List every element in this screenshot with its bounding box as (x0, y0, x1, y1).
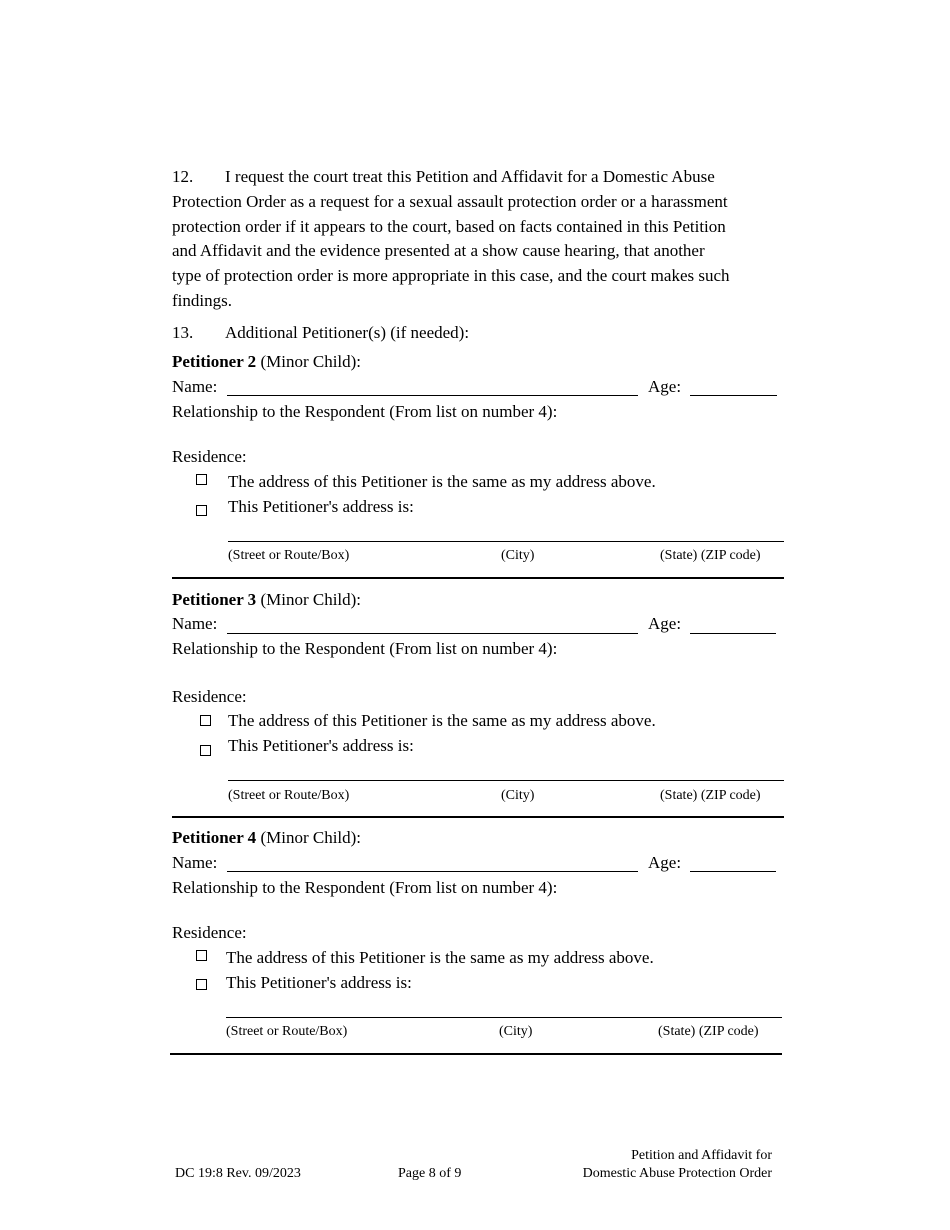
address-field[interactable] (226, 1017, 782, 1018)
other-address-checkbox[interactable] (200, 745, 211, 756)
age-field[interactable] (690, 395, 777, 396)
residence-label: Residence: (172, 923, 247, 942)
street-caption: (Street or Route/Box) (228, 548, 350, 563)
same-address-checkbox[interactable] (196, 950, 207, 961)
petitioner-heading: Petitioner 2 (Minor Child): (172, 352, 362, 371)
other-address-checkbox[interactable] (196, 505, 207, 516)
paragraph-number: 12. (172, 167, 194, 186)
street-caption: (Street or Route/Box) (226, 1024, 348, 1039)
paragraph-line: findings. (172, 290, 232, 310)
footer-title-line-2: Domestic Abuse Protection Order (582, 1166, 772, 1181)
name-field[interactable] (227, 395, 638, 396)
paragraph-line: Protection Order as a request for a sexual assault protection order or a harassment (172, 191, 728, 211)
paragraph-text: Additional Petitioner(s) (if needed): (225, 323, 470, 342)
footer-title-line-1: Petition and Affidavit for (631, 1148, 772, 1163)
age-field[interactable] (690, 871, 776, 872)
city-caption: (City) (501, 788, 535, 803)
address-field[interactable] (228, 541, 784, 542)
same-address-label: The address of this Petitioner is the same as my address above. (228, 711, 656, 730)
state-zip-caption: (State) (ZIP code) (660, 788, 761, 803)
same-address-label: The address of this Petitioner is the same as my address above. (226, 948, 654, 967)
address-field[interactable] (228, 780, 784, 781)
page-number: Page 8 of 9 (398, 1166, 462, 1181)
relationship-label: Relationship to the Respondent (From list on number 4): (172, 878, 558, 897)
city-caption: (City) (499, 1024, 533, 1039)
street-caption: (Street or Route/Box) (228, 788, 350, 803)
paragraph-line: I request the court treat this Petition and Affidavit for a Domestic Abuse (225, 167, 715, 186)
other-address-label: This Petitioner's address is: (228, 736, 414, 755)
paragraph-number: 13. (172, 323, 194, 342)
name-label: Name: (172, 853, 218, 872)
state-zip-caption: (State) (ZIP code) (658, 1024, 759, 1039)
same-address-label: The address of this Petitioner is the same as my address above. (228, 472, 656, 491)
other-address-label: This Petitioner's address is: (226, 973, 412, 992)
petitioner-heading: Petitioner 4 (Minor Child): (172, 828, 362, 847)
residence-label: Residence: (172, 447, 247, 466)
state-zip-caption: (State) (ZIP code) (660, 548, 761, 563)
age-label: Age: (648, 853, 682, 872)
relationship-label: Relationship to the Respondent (From list on number 4): (172, 639, 558, 658)
relationship-label: Relationship to the Respondent (From list on number 4): (172, 402, 558, 421)
section-divider (172, 816, 784, 818)
section-divider (172, 577, 784, 579)
same-address-checkbox[interactable] (196, 474, 207, 485)
city-caption: (City) (501, 548, 535, 563)
form-id: DC 19:8 Rev. 09/2023 (175, 1166, 301, 1181)
section-divider (170, 1053, 782, 1055)
paragraph-13 (172, 321, 782, 346)
other-address-label: This Petitioner's address is: (228, 497, 414, 516)
same-address-checkbox[interactable] (200, 715, 211, 726)
age-field[interactable] (690, 633, 776, 634)
name-label: Name: (172, 377, 218, 396)
residence-label: Residence: (172, 687, 247, 706)
name-label: Name: (172, 614, 218, 633)
age-label: Age: (648, 377, 682, 396)
name-field[interactable] (227, 871, 638, 872)
paragraph-line: protection order if it appears to the court, based on facts contained in this Petition (172, 216, 726, 236)
age-label: Age: (648, 614, 682, 633)
other-address-checkbox[interactable] (196, 979, 207, 990)
paragraph-line: and Affidavit and the evidence presented at a show cause hearing, that another (172, 241, 705, 261)
name-field[interactable] (227, 633, 638, 634)
paragraph-12 (172, 165, 782, 314)
petitioner-heading: Petitioner 3 (Minor Child): (172, 590, 362, 609)
paragraph-line: type of protection order is more appropriate in this case, and the court makes such (172, 266, 730, 286)
